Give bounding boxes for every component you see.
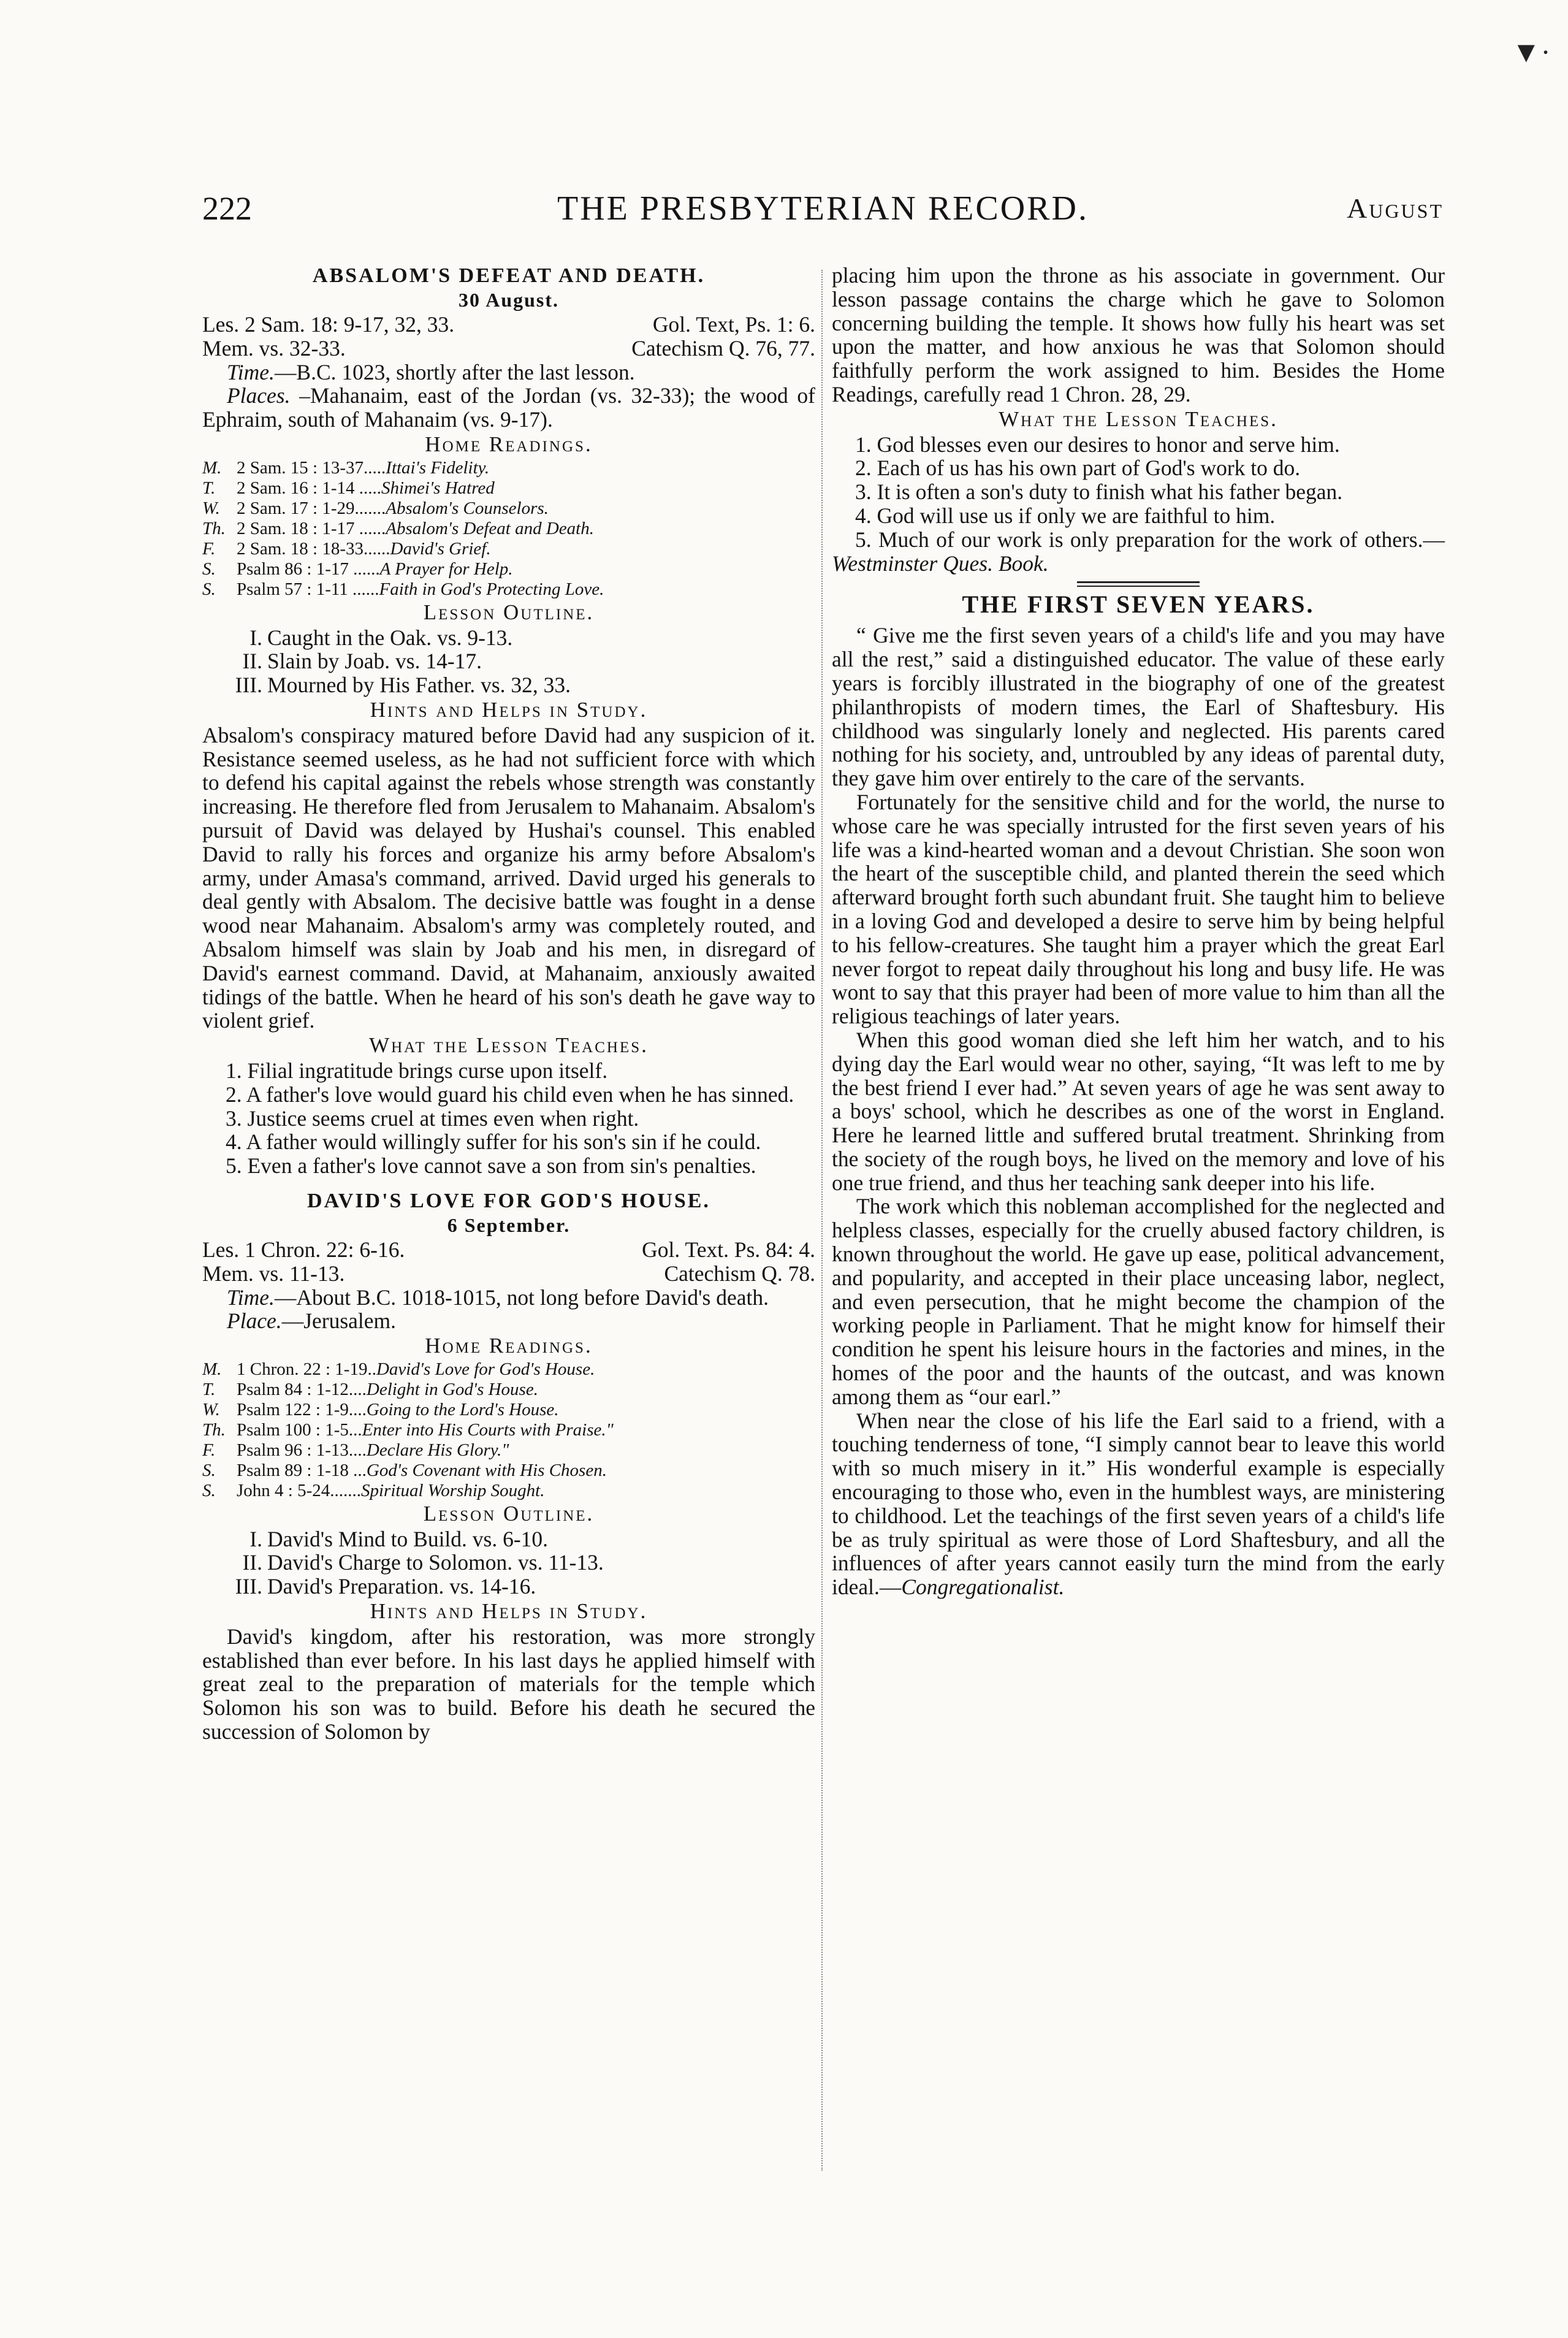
reading-item: Th. 2 Sam. 18 : 1-17 ......Absalom's Defeat and Death. (202, 518, 594, 538)
source-credit: Westminster Ques. Book. (832, 551, 1049, 576)
reading-item: M. 1 Chron. 22 : 1-19..David's Love for God's House. (202, 1359, 595, 1379)
page-header (202, 184, 1444, 233)
catechism: Catechism Q. 78. (664, 1261, 815, 1286)
reading-item: S. Psalm 57 : 1-11 ......Faith in God's Protecting Love. (202, 579, 604, 599)
lesson-reference-row (202, 1238, 815, 1262)
teaching-item: 3. Justice seems cruel at times even when right. (226, 1106, 639, 1131)
article-paragraph: Fortunately for the sensitive child and for the world, the nurse to whose care he was specially intrusted for the first seven years of his life was a kind-hearted woman and a devout Christian. She soon won the heart of the susceptible child, and planted therein the seed which afterward brought forth such abundant fruit. She taught him to believe in a loving God and developed a desire to serve him by being helpful to his fellow-creatures. She taught him a prayer which the great Earl never forgot to repeat daily throughout his long and busy life. He was wont to say that this prayer had been of more value to him than all the religious teachings of later years. (832, 789, 1445, 1029)
catechism: Catechism Q. 76, 77. (631, 335, 815, 361)
home-readings-heading: Home Readings. (425, 1334, 593, 1358)
memory-verses: Mem. vs. 32-33. (202, 335, 346, 361)
reading-item: T. 2 Sam. 16 : 1-14 .....Shimei's Hatred (202, 478, 495, 498)
teaches-heading: What the Lesson Teaches. (369, 1033, 649, 1058)
hints-text: Absalom's conspiracy matured before David had any suspicion of it. Resistance seemed useless, as he had not sufficient force with which to defend his capital against the rebels whose strength was constantly increasing. He therefore fled from Jerusalem to Mahanaim. Absalom's pursuit of David was delayed by Hushai's counsel. This enabled David to rally his forces and organize his army before Absalom's army, under Amasa's command, arrived. David urged his generals to deal gently with Absalom. The decisive battle was fought in a dense wood near Mahanaim. Absalom's army was completely routed, and Absalom himself was slain by Joab and his men, in disregard of David's earnest command. David, at Mahanaim, anxiously awaited tidings of the battle. When he heard of his son's death he gave way to violent grief. (202, 722, 815, 1033)
section-rule (1077, 581, 1200, 587)
left-column (202, 264, 815, 1744)
hints-text: David's kingdom, after his restoration, was more strongly established than ever before. In his last days he applied himself with great zeal to the preparation of materials for the temple which Solomon his son was to build. Before his death he secured the succession of Solomon by (202, 1624, 815, 1744)
outline-item: III. David's Preparation. vs. 14-16. (235, 1574, 536, 1599)
reading-item: S. Psalm 86 : 1-17 ......A Prayer for Help. (202, 559, 513, 579)
lesson-time: Time.—About B.C. 1018-1015, not long before David's death. (227, 1285, 769, 1310)
teaching-item: 2. Each of us has his own part of God's work to do. (855, 456, 1301, 481)
reading-item: T. Psalm 84 : 1-12....Delight in God's House. (202, 1379, 538, 1399)
outline-item: I. David's Mind to Build. vs. 6-10. (249, 1526, 549, 1551)
outline-item: III. Mourned by His Father. vs. 32, 33. (235, 673, 571, 698)
article-paragraph: When this good woman died she left him her watch, and to his dying day the Earl would wear no other, saying, “It was left to me by the best friend I ever had.” At seven years of age he was sent away to a boys' school, which he describes as one of the worst in England. Here he learned little and suffered brutal treatment. Shrinking from the society of the rough boys, he lived on the memory and love of his one true friend, and thus her teaching sank deeper into his life. (832, 1027, 1445, 1195)
teaching-item: 1. Filial ingratitude brings curse upon itself. (226, 1058, 608, 1083)
memory-row (202, 337, 815, 361)
reading-item: S. John 4 : 5-24.......Spiritual Worship Sought. (202, 1480, 545, 1500)
reading-item: S. Psalm 89 : 1-18 ...God's Covenant with His Chosen. (202, 1460, 607, 1480)
teaches-heading: What the Lesson Teaches. (999, 407, 1278, 431)
memory-row (202, 1262, 815, 1286)
home-readings-list (202, 1359, 815, 1501)
golden-text: Gol. Text, Ps. 1: 6. (652, 312, 815, 337)
lesson-outline-heading: Lesson Outline. (423, 600, 595, 624)
lesson-title: ABSALOM'S DEFEAT AND DEATH. (312, 264, 706, 287)
lesson-reference: Les. 1 Chron. 22: 6-16. (202, 1237, 405, 1262)
lesson-reference-row (202, 313, 815, 337)
lesson-outline-heading: Lesson Outline. (423, 1501, 595, 1526)
outline-item: II. David's Charge to Solomon. vs. 11-13. (242, 1550, 604, 1575)
teaching-item: 4. God will use us if only we are faithful to him. (855, 503, 1276, 528)
corner-mark: ▼· (1512, 36, 1551, 69)
reading-item: F. Psalm 96 : 1-13....Declare His Glory." (202, 1440, 509, 1460)
outline-item: II. Slain by Joab. vs. 14-17. (242, 649, 482, 674)
teaching-item: 5. Even a father's love cannot save a son from sin's penalties. (226, 1153, 756, 1179)
reading-item: Th. Psalm 100 : 1-5...Enter into His Courts with Praise." (202, 1419, 614, 1440)
column-divider (821, 270, 823, 2171)
article-source: Congregationalist. (901, 1575, 1065, 1600)
teaching-item: 5. Much of our work is only preparation for the work of others.— Westminster Ques. Book. (832, 527, 1445, 576)
outline-item: I. Caught in the Oak. vs. 9-13. (249, 625, 513, 650)
article-paragraph: “ Give me the first seven years of a child's life and you may have all the rest,” said a distinguished educator. The value of these early years is forcibly illustrated in the biography of one of the greatest philanthropists of modern times, the Earl of Shaftesbury. His childhood was singularly lonely and neglected. His parents cared nothing for his society, and, untroubled by any ideas of parental duty, they gave him over entirely to the care of the servants. (832, 623, 1445, 791)
home-readings-heading: Home Readings. (425, 432, 593, 456)
lesson-place: Place.—Jerusalem. (227, 1308, 397, 1334)
page-number: 222 (202, 190, 252, 227)
right-column (832, 264, 1445, 1599)
teaching-item: 1. God blesses even our desires to honor and serve him. (855, 432, 1340, 457)
reading-item: W. 2 Sam. 17 : 1-29.......Absalom's Counselors. (202, 498, 549, 518)
reading-item: F. 2 Sam. 18 : 18-33......David's Grief. (202, 538, 491, 559)
home-readings-list (202, 458, 815, 600)
reading-item: W. Psalm 122 : 1-9....Going to the Lord's House. (202, 1399, 559, 1419)
lesson-date: 30 August. (458, 289, 560, 311)
lesson-reference: Les. 2 Sam. 18: 9-17, 32, 33. (202, 312, 455, 337)
lesson-title: DAVID'S LOVE FOR GOD'S HOUSE. (307, 1189, 710, 1212)
reading-item: M. 2 Sam. 15 : 13-37.....Ittai's Fidelity. (202, 457, 490, 478)
hints-heading: Hints and Helps in Study. (370, 697, 648, 722)
lesson-places: Places. –Mahanaim, east of the Jordan (vs. 32-33); the wood of Ephraim, south of Mahanaim (vs. 9-17). (202, 383, 816, 432)
golden-text: Gol. Text. Ps. 84: 4. (642, 1237, 815, 1262)
teaching-item: 2. A father's love would guard his child even when he has sinned. (226, 1082, 794, 1107)
article-paragraph: The work which this nobleman accomplished for the neglected and helpless classes, especially for the cruelly abused factory children, is known throughout the world. He gave up ease, political advancement, and popularity, and accepted in their place unceasing labor, neglect, and even persecution, that he might become the champion of the working people in Parliament. That he might know for himself their condition he spent his leisure hours in the factories and mines, in the homes of the poor and the haunts of the outcast, and was known among them as “our earl.” (832, 1194, 1445, 1409)
hints-text-continued: placing him upon the throne as his associate in government. Our lesson passage contains the charge which he gave to Solomon concerning building the temple. It shows how fully his heart was set upon the matter, and how anxious he was that Solomon should faithfully perform the work assigned to him. Besides the Home Readings, carefully read 1 Chron. 28, 29. (832, 263, 1445, 407)
teaching-item: 3. It is often a son's duty to finish what his father began. (855, 479, 1343, 505)
article-paragraph: When near the close of his life the Earl said to a friend, with a touching tenderness of tone, “I simply cannot bear to leave this world with so much misery in it.” His wonderful example is especially encouraging to those who, even in the humblest ways, are ministering to childhood. Let the teachings of the first seven years of a child's life be as truly spiritual as were those of Lord Shaftesbury, and all the influences of after years cannot easily turn the mind from the early ideal.—Congregationalist. (832, 1408, 1445, 1600)
lesson-date: 6 September. (447, 1213, 571, 1236)
teaching-item: 4. A father would willingly suffer for his son's sin if he could. (226, 1129, 761, 1155)
lesson-time: Time.—B.C. 1023, shortly after the last lesson. (227, 359, 635, 384)
issue-month: August (1347, 193, 1444, 224)
journal-title: THE PRESBYTERIAN RECORD. (557, 189, 1089, 227)
article-title: THE FIRST SEVEN YEARS. (962, 590, 1315, 619)
hints-heading: Hints and Helps in Study. (370, 1599, 648, 1624)
memory-verses: Mem. vs. 11-13. (202, 1261, 345, 1286)
